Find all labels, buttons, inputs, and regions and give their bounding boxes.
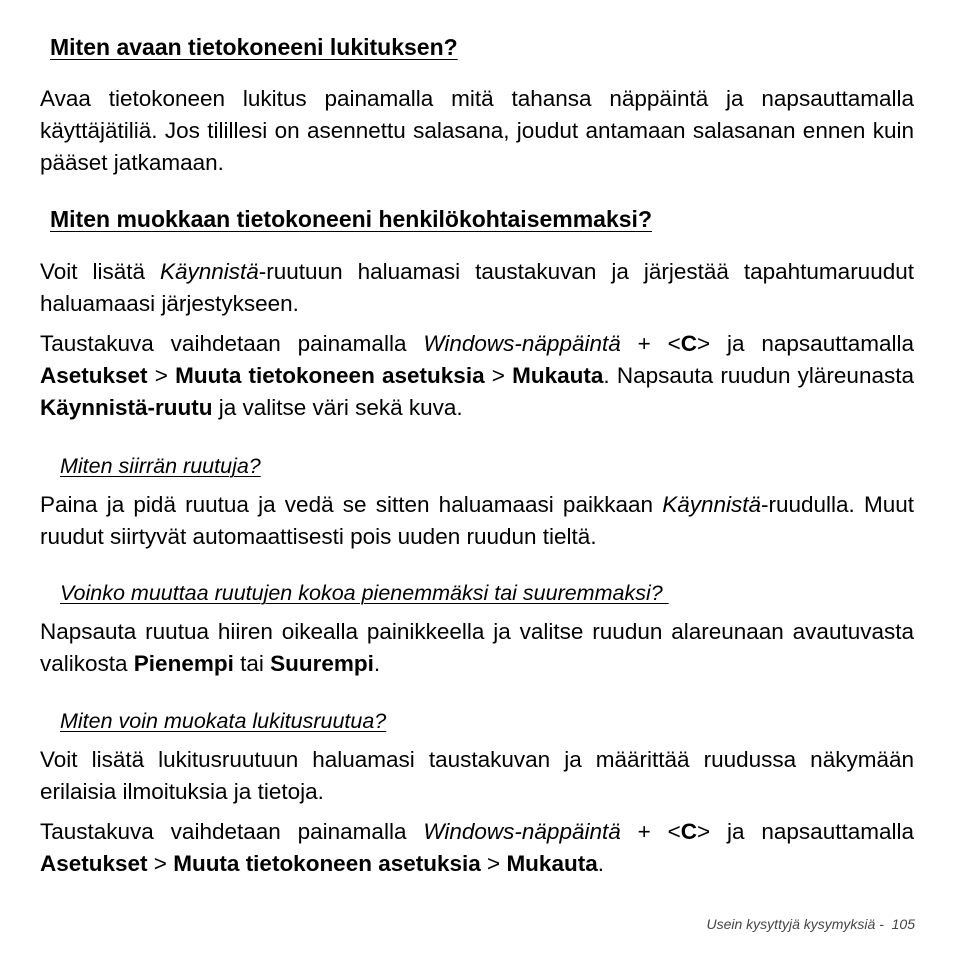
paragraph-move-tiles: Paina ja pidä ruutua ja vedä se sitten haluamaasi paikkaan Käynnistä-ruudulla. Muut ruudut siirtyvät automaattisesti pois uuden ruudun tieltä. — [40, 492, 915, 549]
subheading-move-tiles: Miten siirrän ruutuja? — [60, 454, 261, 478]
paragraph-change-background: Taustakuva vaihdetaan painamalla Windows-näppäintä + <C> ja napsauttamalla Asetukset > Muuta tietokoneen asetuksia > Mukauta. Napsauta ruudun yläreunasta Käynnistä-ruutu ja valitse väri sekä kuva. — [40, 331, 914, 420]
paragraph-start-background: Voit lisätä Käynnistä-ruutuun haluamasi taustakuvan ja järjestää tapahtumaruudut haluamaasi järjestykseen. — [40, 259, 914, 316]
heading-unlock-computer: Miten avaan tietokoneeni lukituksen? — [50, 34, 458, 60]
subheading-lock-screen: Miten voin muokata lukitusruutua? — [60, 709, 387, 733]
paragraph-lock-screen: Voit lisätä lukitusruutuun haluamasi taustakuvan ja määrittää ruudussa näkymään erilaisia ilmoituksia ja tietoja. — [40, 747, 914, 804]
subheading-resize-tiles: Voinko muuttaa ruutujen kokoa pienemmäksi tai suuremmaksi? — [60, 581, 669, 605]
heading-personalize-computer: Miten muokkaan tietokoneeni henkilökohtaisemmaksi? — [50, 206, 652, 232]
page-footer: Usein kysyttyjä kysymyksiä - 105 — [706, 916, 915, 932]
paragraph-unlock-computer: Avaa tietokoneen lukitus painamalla mitä tahansa näppäintä ja napsauttamalla käyttäjätiliä. Jos tilillesi on asennettu salasana, joudut antamaan salasanan ennen kuin pääset jatkamaan. — [40, 86, 914, 175]
paragraph-resize-tiles: Napsauta ruutua hiiren oikealla painikkeella ja valitse ruudun alareunaan avautuvasta valikosta Pienempi tai Suurempi. — [40, 619, 914, 676]
paragraph-lock-screen-background: Taustakuva vaihdetaan painamalla Windows-näppäintä + <C> ja napsauttamalla Asetukset > Muuta tietokoneen asetuksia > Mukauta. — [40, 819, 914, 876]
